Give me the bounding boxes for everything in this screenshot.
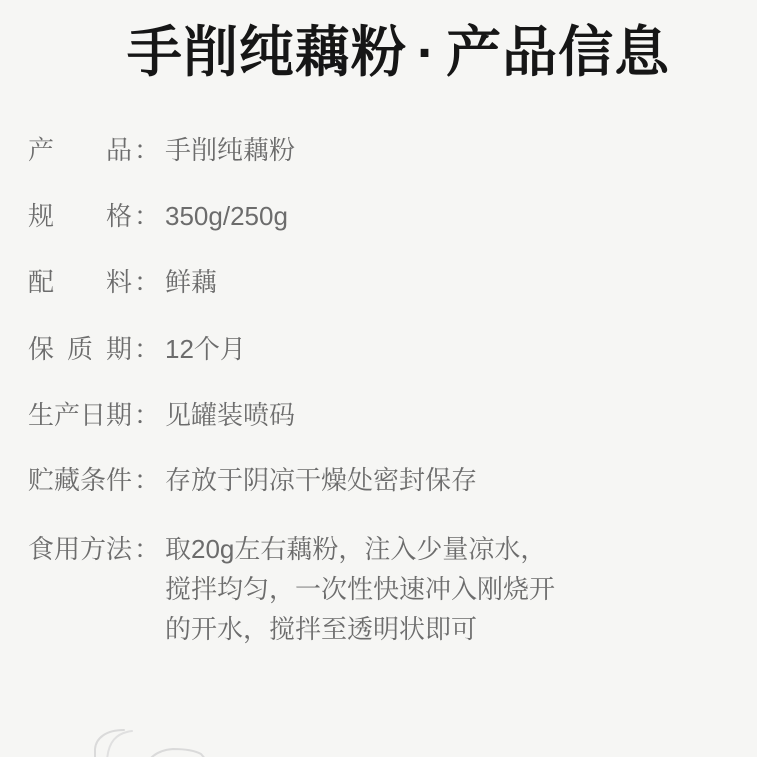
title-section-name: 产品信息 (446, 21, 671, 83)
spoon-outline-decoration (0, 705, 430, 757)
usage-line-2: 搅拌均匀，一次性快速冲入刚烧开 (165, 574, 556, 604)
info-colon: ： (134, 267, 161, 297)
info-colon: ： (134, 465, 161, 495)
info-label: 产品 (28, 135, 132, 165)
info-colon: ： (134, 400, 161, 430)
info-colon: ： (134, 135, 161, 165)
info-value (165, 529, 555, 649)
info-value: 350g/250g (165, 201, 288, 231)
info-value: 手削纯藕粉 (165, 135, 296, 165)
info-value: 见罐装喷码 (165, 400, 296, 430)
usage-line-3: 的开水，搅拌至透明状即可 (165, 614, 478, 644)
info-row-ingredients (28, 266, 217, 298)
title-separator-dot: · (416, 21, 437, 83)
info-colon: ： (134, 334, 161, 364)
info-row-product (28, 134, 295, 166)
info-colon: ： (134, 534, 161, 564)
title-product-name: 手削纯藕粉 (126, 21, 407, 83)
info-row-usage-instructions (28, 529, 555, 649)
info-row-production-date (28, 399, 295, 431)
page-title (0, 16, 757, 88)
info-colon: ： (134, 201, 161, 231)
info-label: 规格 (28, 201, 132, 231)
info-label: 生产日期 (28, 400, 133, 430)
info-label: 配料 (28, 267, 132, 297)
info-row-storage-conditions (28, 464, 477, 496)
info-value: 存放于阴凉干燥处密封保存 (165, 465, 478, 495)
info-label: 保质期 (28, 334, 132, 364)
info-row-shelf-life (28, 333, 246, 365)
info-value: 12个月 (165, 334, 246, 364)
info-label: 食用方法 (28, 534, 133, 564)
info-label: 贮藏条件 (28, 465, 133, 495)
info-value: 鲜藕 (165, 267, 218, 297)
info-row-specification (28, 200, 288, 232)
usage-line-1: 取20g左右藕粉，注入少量凉水， (165, 534, 547, 564)
